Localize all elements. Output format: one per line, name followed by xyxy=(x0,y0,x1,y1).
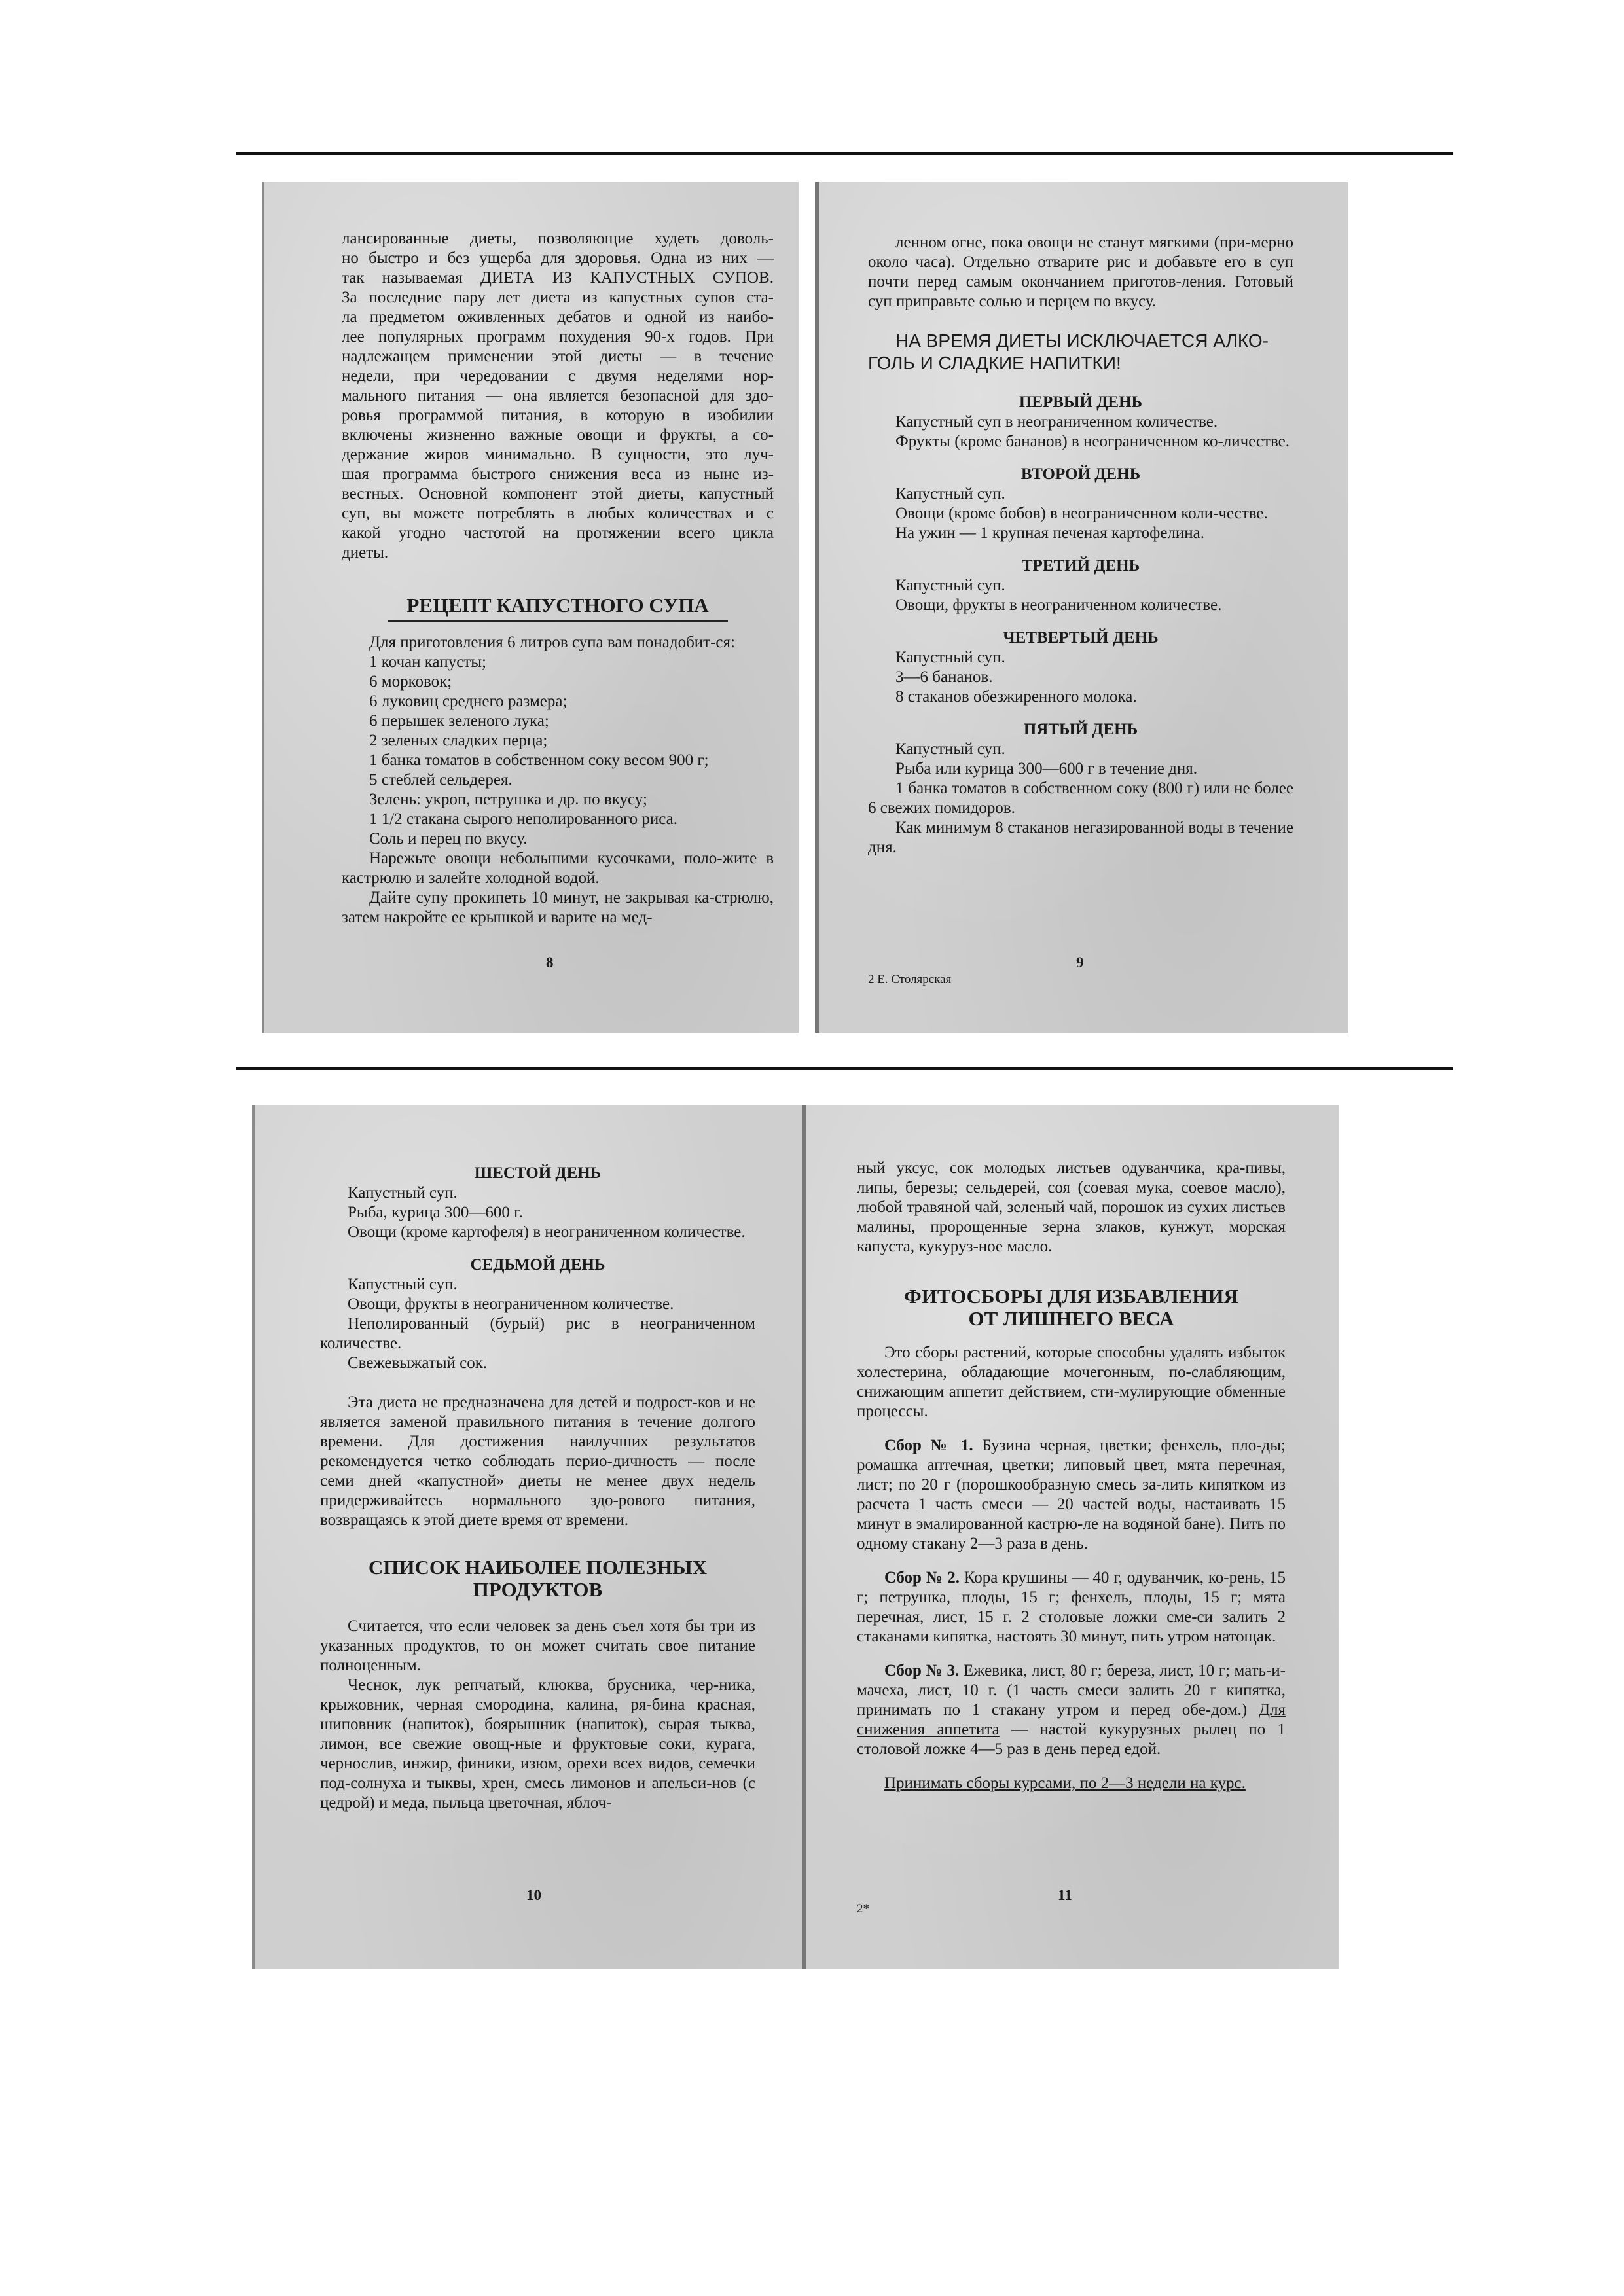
book-page-9 xyxy=(815,182,1348,1033)
diet-day-line: Неполированный (бурый) рис в неограниченном количестве. xyxy=(320,1315,755,1352)
intro-line: недели, при чередовании с двумя неделями нор- xyxy=(342,367,774,385)
diet-day-line: Как минимум 8 стаканов негазированной воды в течение дня. xyxy=(868,819,1293,856)
intro-line: ла предметом оживленных дебатов и одной из наибо- xyxy=(342,308,774,326)
sbor-1-label: Сбор № 1. xyxy=(884,1437,973,1454)
ingredient-item: 5 стеблей сельдерея. xyxy=(369,771,513,789)
page-10-body xyxy=(320,1164,755,1813)
sbor-2-label: Сбор № 2. xyxy=(884,1569,960,1587)
diet-day-line: Рыба, курица 300—600 г. xyxy=(348,1204,523,1221)
diet-day-title: ПЯТЫЙ ДЕНЬ xyxy=(1023,721,1138,738)
heading-underline xyxy=(388,620,728,622)
ingredient-item: 1 банка томатов в собственном соку весом 900 г; xyxy=(369,751,709,769)
intro-line: вестных. Основной компонент этой диеты, капустный xyxy=(342,485,774,503)
diet-warning-note: Эта диета не предназначена для детей и подрост-ков и не является заменой правильного питания в течение долгого времени. Для достижения наилучших результатов рекомендуется четко соблюдать перио-дичность — после семи дней «капустной» диеты не менее двух недель придерживайтесь нормального здо-рового питания, возвращаясь к этой диете время от времени. xyxy=(320,1393,755,1529)
sbor-1 xyxy=(857,1436,1286,1554)
recipe-step: Дайте супу прокипеть 10 минут, не закрывая ка-стрюлю, затем накройте ее крышкой и варите на мед- xyxy=(342,889,774,926)
diet-day-line: Капустный суп. xyxy=(895,577,1005,594)
page-11-footnote: 2* xyxy=(857,1902,869,1916)
intro-line: За последние пару лет диета из капустных супов ста- xyxy=(342,289,774,306)
page-8-intro xyxy=(342,229,774,563)
ingredient-item: Соль и перец по вкусу. xyxy=(369,830,528,848)
diet-day xyxy=(868,556,1293,615)
sbor-1-text: Бузина черная, цветки; фенхель, пло-ды; ромашка аптечная, цветки; липовый цвет, мята перечная, лист; по 20 г (порошкообразную смесь за-лить кипятком из расчета 1 часть смеси — 20 частей воды, настаивать 15 минут в эмалированной кастрю-ле на водяной бане). Пить по одному стакану 2—3 раза в день. xyxy=(857,1437,1286,1552)
page-8-body xyxy=(342,229,774,927)
diet-day-title: ЧЕТВЕРТЫЙ ДЕНЬ xyxy=(1003,629,1159,647)
diet-day-title: ПЕРВЫЙ ДЕНЬ xyxy=(1019,393,1143,411)
ingredient-list xyxy=(342,653,774,849)
phyto-heading-line-1: ФИТОСБОРЫ ДЛЯ ИЗБАВЛЕНИЯ xyxy=(904,1285,1238,1308)
book-page-10 xyxy=(252,1105,802,1969)
diet-day-line: 1 банка томатов в собственном соку (800 г) или не более 6 свежих помидоров. xyxy=(868,780,1293,817)
diet-day-line: Фрукты (кроме бананов) в неограниченном ко-личестве. xyxy=(895,433,1290,450)
diet-day-line: Капустный суп. xyxy=(895,485,1005,503)
page-11-intro: ный уксус, сок молодых листьев одуванчика, кра-пивы, липы, березы; сельдерей, соя (соевая мука, соевое масло), любой травяной чай, зеленый чай, порошок из сухих листьев малины, пророщенные зерна злаков, кунжут, морская капуста, кукуруз-ное масло. xyxy=(857,1159,1286,1255)
products-heading-line-1: СПИСОК НАИБОЛЕЕ ПОЛЕЗНЫХ xyxy=(368,1556,708,1579)
intro-line: включены жизненно важные овощи и фрукты, а со- xyxy=(342,426,774,444)
sbor-3-text: Ежевика, лист, 80 г; береза, лист, 10 г; мать-и-мачеха, лист, 10 г. (1 часть смеси залить 20 г кипятка, принимать по 1 стакану утром и перед обе-дом.) xyxy=(857,1662,1286,1719)
diet-day xyxy=(320,1164,755,1242)
diet-day-line: Капустный суп. xyxy=(895,649,1005,666)
page-number-9: 9 xyxy=(1076,954,1084,971)
intro-line: но быстро и без ущерба для здоровья. Одна из них — xyxy=(342,249,774,267)
ingredient-item: 1 1/2 стакана сырого неполированного риса. xyxy=(369,810,677,828)
intro-line: мального питания — она является безопасной для здо- xyxy=(342,387,774,404)
diet-day-line: Рыба или курица 300—600 г в течение дня. xyxy=(895,760,1197,778)
products-intro: Считается, что если человек за день съел хотя бы три из указанных продуктов, то он может считать свое питание полноценным. xyxy=(320,1617,755,1674)
diet-days-1-5 xyxy=(868,393,1293,857)
diet-day xyxy=(868,628,1293,707)
diet-day-title: ШЕСТОЙ ДЕНЬ xyxy=(474,1164,602,1182)
page-11-body xyxy=(857,1158,1286,1793)
sbor-2-text: Кора крушины — 40 г, одуванчик, ко-рень, 15 г; петрушка, плоды, 15 г; фенхель, плоды, 15 г; мята перечная, лист, 15 г. 2 столовые ложки сме-си залить 2 стаканами кипятка, настоять 30 минут, пить утром натощак. xyxy=(857,1569,1286,1645)
recipe-heading: РЕЦЕПТ КАПУСТНОГО СУПА xyxy=(406,594,709,617)
page-9-footnote: 2 Е. Столярская xyxy=(868,973,952,986)
middle-divider-line xyxy=(236,1067,1453,1070)
page-number-10: 10 xyxy=(526,1887,541,1903)
page-number-11: 11 xyxy=(1058,1887,1072,1903)
book-page-8 xyxy=(262,182,799,1033)
diet-day-line: Капустный суп. xyxy=(348,1276,458,1293)
ingredient-item: 6 луковиц среднего размера; xyxy=(369,692,568,710)
diet-day-line: Свежевыжатый сок. xyxy=(348,1354,488,1372)
closing-instruction: Принимать сборы курсами, по 2—3 недели на курс. xyxy=(884,1774,1246,1792)
diet-day-line: 8 стаканов обезжиренного молока. xyxy=(895,688,1137,706)
intro-line: так называемая ДИЕТА ИЗ КАПУСТНЫХ СУПОВ. xyxy=(342,269,774,287)
recipe-step: Нарежьте овощи небольшими кусочками, поло-жите в кастрюлю и залейте холодной водой. xyxy=(342,850,774,887)
ingredient-item: 6 перышек зеленого лука; xyxy=(369,712,549,730)
page-9-intro: ленном огне, пока овощи не станут мягкими (при-мерно около часа). Отдельно отварите рис и добавьте его в суп почти перед самым окончанием приготов-ления. Готовый суп приправьте солью и перцем по вкусу. xyxy=(868,234,1293,310)
diet-day-line: Капустный суп. xyxy=(348,1184,458,1202)
products-list: Чеснок, лук репчатый, клюква, брусника, чер-ника, крыжовник, черная смородина, калина, ря-бина красная, шиповник (напиток), боярышник (напиток), сырая тыква, лимон, все свежие овощ-ные и фруктовые соки, курага, чернослив, инжир, финики, изюм, орехи всех видов, семечки под-солнуха и тыквы, хрен, смесь лимонов и апельси-нов (с цедрой) и меда, пыльца цветочная, яблоч- xyxy=(320,1676,755,1812)
diet-day-line: Овощи, фрукты в неограниченном количестве. xyxy=(348,1295,674,1313)
intro-line: лансированные диеты, позволяющие худеть доволь- xyxy=(342,230,774,247)
phyto-description: Это сборы растений, которые способны удалять избыток холестерина, обладающие мочегонным, по-слабляющим, снижающим аппетит действием, сти-мулирующие обменные процессы. xyxy=(857,1344,1286,1420)
intro-line: какой угодно частотой на протяжении всего цикла xyxy=(342,524,774,542)
appetite-label: Для снижения аппетита xyxy=(857,1701,1286,1738)
intro-line: лее популярных программ похудения 90-х годов. При xyxy=(342,328,774,346)
page-number-8: 8 xyxy=(546,954,554,971)
products-heading-line-2: ПРОДУКТОВ xyxy=(473,1578,603,1601)
ingredient-item: 1 кочан капусты; xyxy=(369,653,486,671)
sbor-3-label: Сбор № 3. xyxy=(884,1662,960,1679)
diet-day-line: 3—6 бананов. xyxy=(895,668,993,686)
diet-day-line: Овощи, фрукты в неограниченном количестве. xyxy=(895,596,1222,614)
intro-line: шая программа быстрого снижения веса из ныне из- xyxy=(342,465,774,483)
ingredient-item: 6 морковок; xyxy=(369,673,452,691)
alcohol-warning: НА ВРЕМЯ ДИЕТЫ ИСКЛЮЧАЕТСЯ АЛКО-ГОЛЬ И СЛАДКИЕ НАПИТКИ! xyxy=(868,331,1269,373)
sbor-3 xyxy=(857,1661,1286,1759)
book-page-11 xyxy=(802,1105,1339,1969)
recipe-intro: Для приготовления 6 литров супа вам понадобит-ся: xyxy=(369,634,735,651)
sbor-2 xyxy=(857,1568,1286,1647)
recipe-steps xyxy=(342,849,774,927)
diet-day-line: На ужин — 1 крупная печеная картофелина. xyxy=(895,524,1205,542)
diet-day xyxy=(868,720,1293,857)
intro-line: суп, вы можете потреблять в любых количествах и с xyxy=(342,505,774,522)
appetite-text: — настой кукурузных рылец по 1 столовой ложке 4—5 раз в день перед едой. xyxy=(857,1721,1286,1758)
diet-day xyxy=(868,393,1293,452)
phyto-heading-line-2: ОТ ЛИШНЕГО ВЕСА xyxy=(968,1307,1174,1330)
diet-day-title: ВТОРОЙ ДЕНЬ xyxy=(1020,465,1141,483)
diet-day-line: Овощи (кроме картофеля) в неограниченном количестве. xyxy=(348,1223,746,1241)
diet-day xyxy=(320,1255,755,1373)
diet-day xyxy=(868,465,1293,543)
intro-line: диеты. xyxy=(342,544,389,562)
diet-days-6-7 xyxy=(320,1164,755,1373)
intro-line: держание жиров минимально. В сущности, это луч- xyxy=(342,446,774,463)
ingredient-item: Зелень: укроп, петрушка и др. по вкусу; xyxy=(369,791,647,808)
top-divider-line xyxy=(236,152,1453,155)
diet-day-line: Капустный суп. xyxy=(895,740,1005,758)
intro-line: ровья программой питания, в которую в изобилии xyxy=(342,406,774,424)
diet-day-title: СЕДЬМОЙ ДЕНЬ xyxy=(470,1256,605,1274)
page-9-body xyxy=(868,233,1293,857)
intro-line: надлежащем применении этой диеты — в течение xyxy=(342,348,774,365)
ingredient-item: 2 зеленых сладких перца; xyxy=(369,732,548,749)
diet-day-title: ТРЕТИЙ ДЕНЬ xyxy=(1021,557,1140,575)
diet-day-line: Капустный суп в неограниченном количестве. xyxy=(895,413,1218,431)
diet-day-line: Овощи (кроме бобов) в неограниченном коли-честве. xyxy=(895,505,1268,522)
